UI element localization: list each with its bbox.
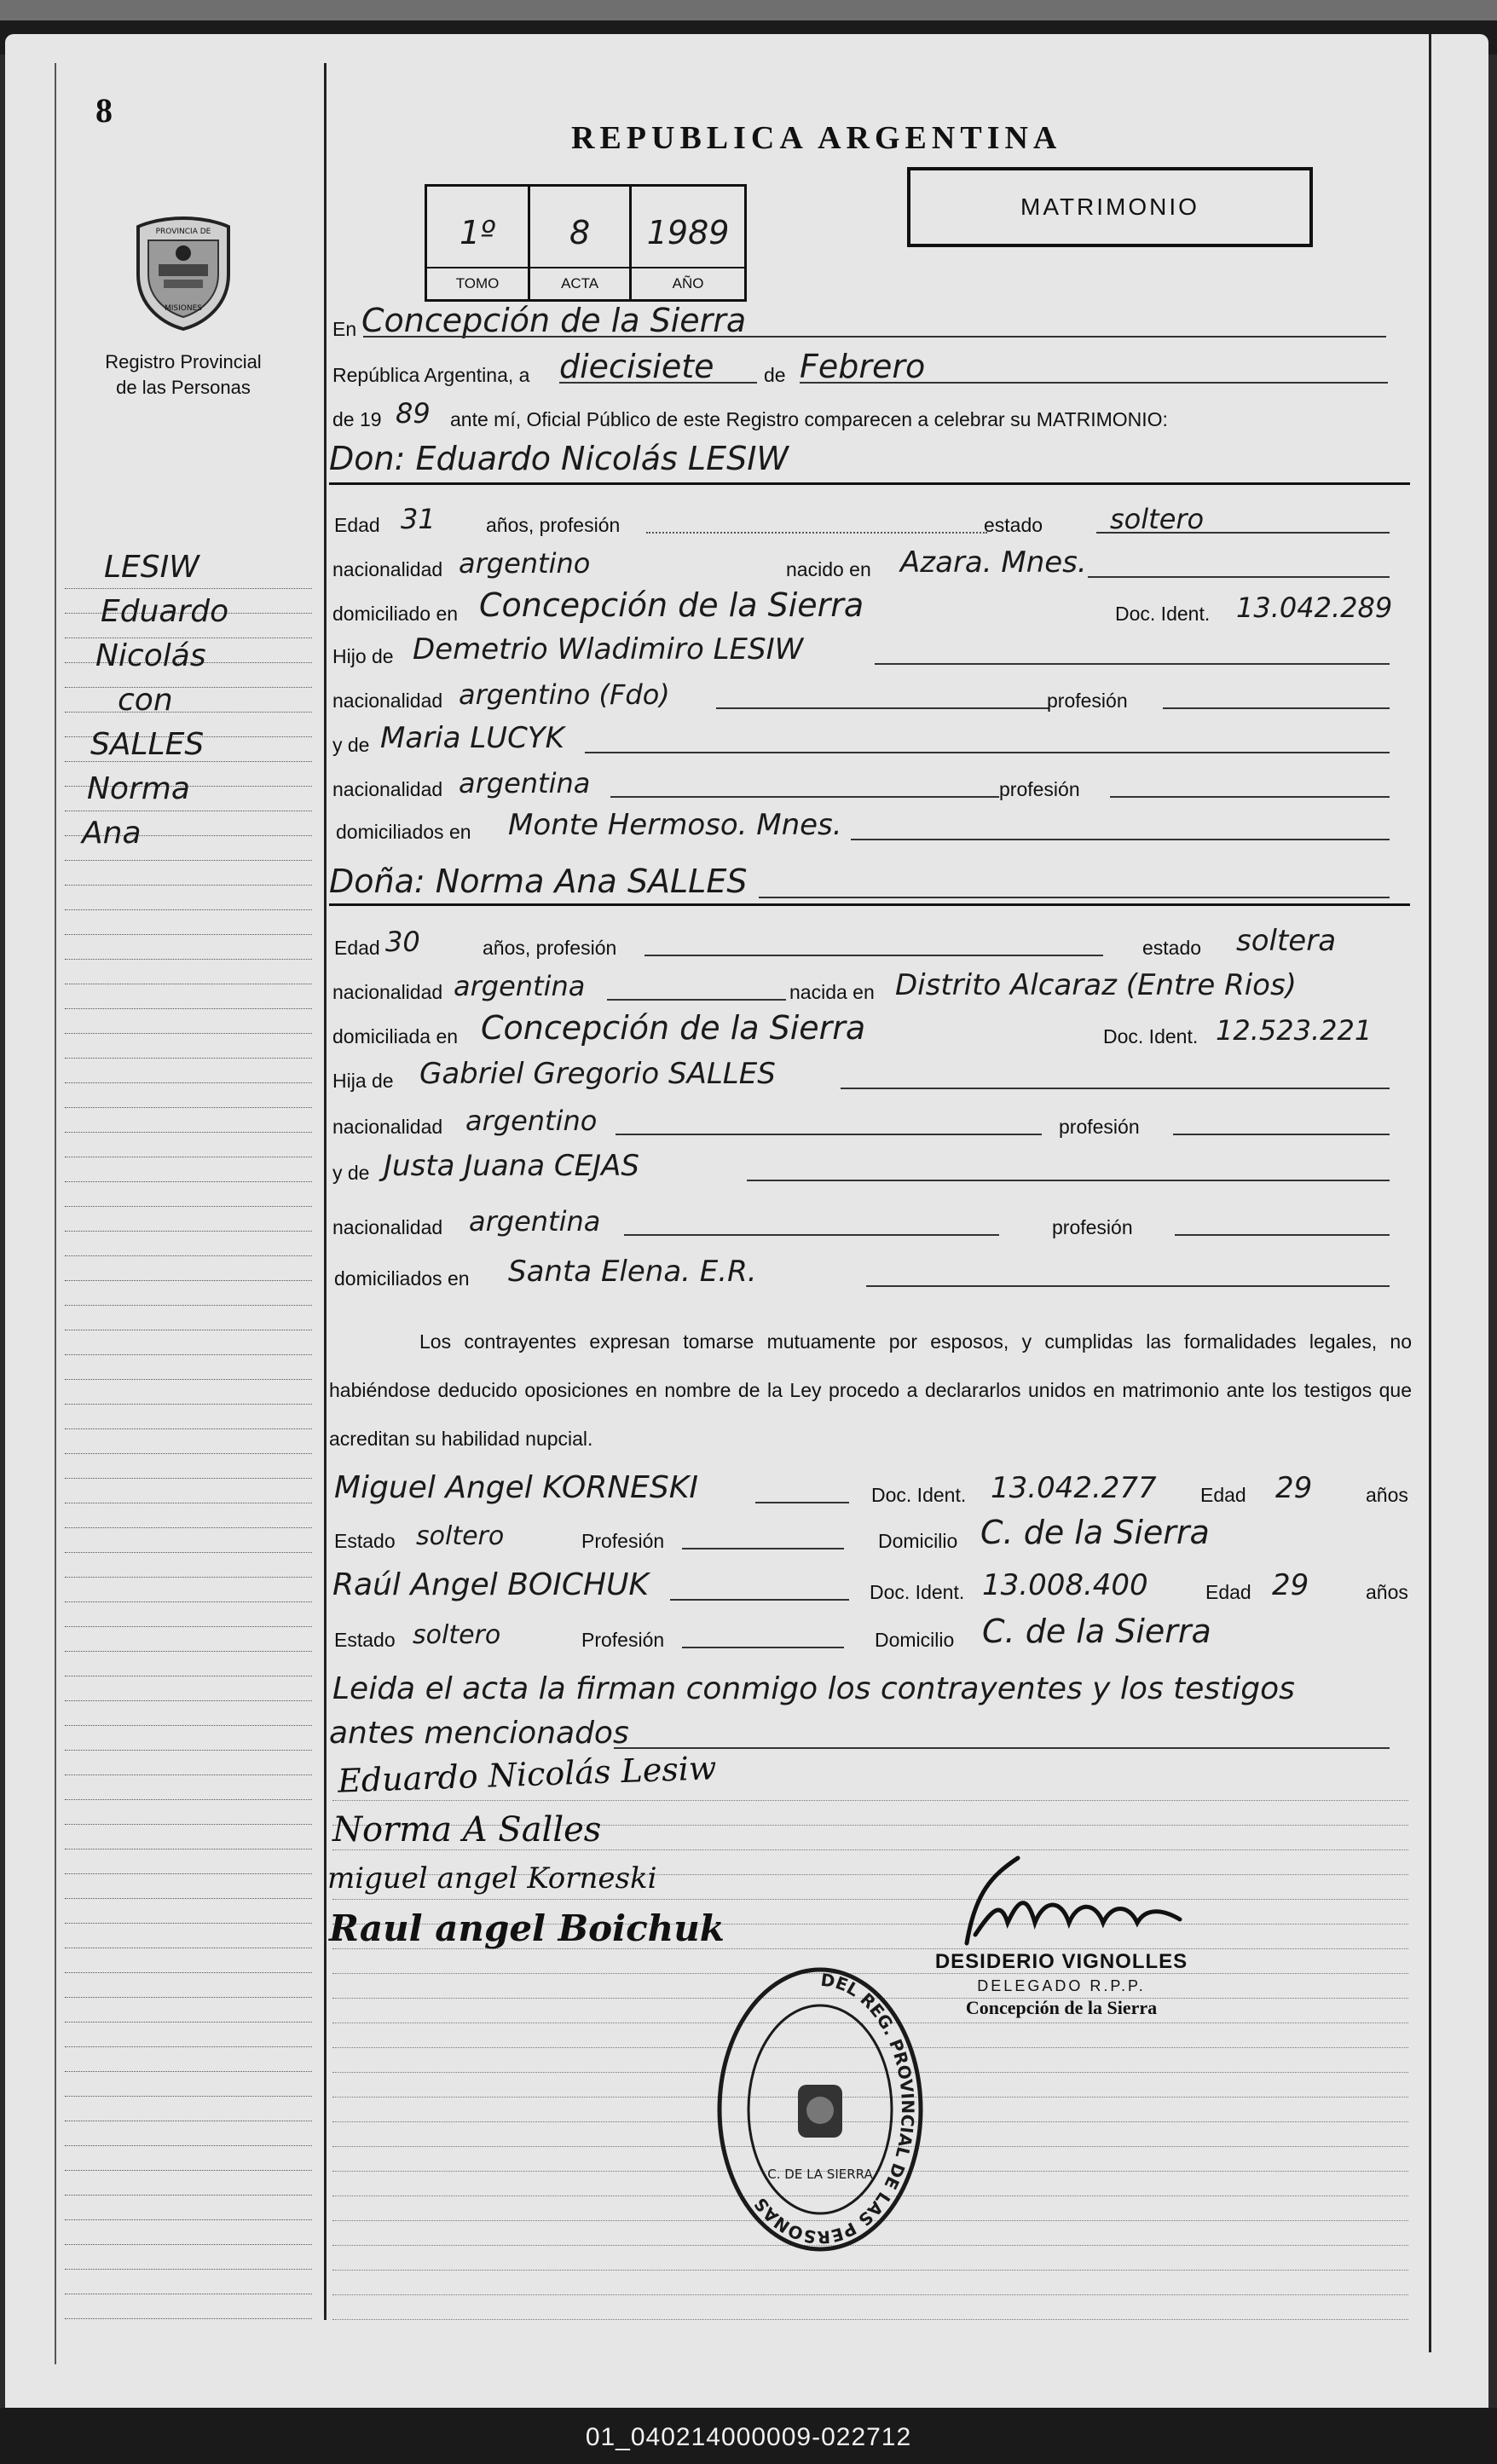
margin-rule <box>65 1799 312 1800</box>
witness-1-name: Miguel Angel KORNESKI <box>334 1470 698 1505</box>
margin-rule <box>65 1552 312 1553</box>
nacionalidad-label: nacionalidad <box>332 1116 443 1138</box>
body-rule <box>332 2270 1408 2271</box>
margin-rule <box>65 1008 312 1009</box>
bride-father-nationality: argentino <box>465 1105 598 1137</box>
margin-divider <box>324 63 327 2320</box>
profesion-label: profesión <box>1047 690 1128 712</box>
scan-top-strip <box>0 0 1497 20</box>
margin-rule <box>65 2269 312 2270</box>
y-de-label: y de <box>332 1162 370 1184</box>
anos-label: años <box>1366 1581 1408 1603</box>
margin-rule <box>65 1873 312 1874</box>
margin-rule <box>65 1651 312 1652</box>
stamp-text: DEL REG. PROVINCIAL DE LAS PERSONAS <box>749 1969 919 2248</box>
witness-1-doc: 13.042.277 <box>991 1471 1157 1505</box>
profesion-label: profesión <box>1059 1116 1140 1138</box>
witness-1-details-line <box>329 1505 1412 1560</box>
bride-parents-domicile-line <box>329 1243 1412 1297</box>
doc-ident-label: Doc. Ident. <box>1103 1025 1199 1047</box>
margin-rule <box>65 1725 312 1726</box>
margin-rule <box>65 1997 312 1998</box>
witness-1-domicile: C. de la Sierra <box>980 1514 1210 1551</box>
underline <box>841 1088 1390 1089</box>
margin-line: SALLES <box>90 727 205 762</box>
groom-nationality: argentino <box>459 547 591 580</box>
en-label: En <box>332 318 357 340</box>
body-rule <box>332 2319 1408 2320</box>
official-signature-icon <box>941 1841 1197 1960</box>
margin-rule <box>65 860 312 861</box>
edad-label: Edad <box>334 937 380 959</box>
margin-rule <box>65 1923 312 1924</box>
margin-rule <box>65 2022 312 2023</box>
registry-line-2: de las Personas <box>116 377 251 398</box>
margin-rule <box>65 2170 312 2171</box>
intro-year-line <box>329 384 1412 438</box>
underline <box>670 1599 849 1601</box>
profesion-label: Profesión <box>581 1629 665 1651</box>
margin-rule <box>65 2244 312 2245</box>
edad-label: Edad <box>1205 1581 1251 1603</box>
hija-de-label: Hija de <box>332 1070 394 1092</box>
margin-rule <box>65 1206 312 1207</box>
underline <box>1175 1234 1390 1236</box>
underline <box>851 839 1390 840</box>
margin-rule <box>65 2318 312 2319</box>
nacionalidad-label: nacionalidad <box>332 690 443 712</box>
year-cell <box>632 187 744 299</box>
hijo-de-label: Hijo de <box>332 645 394 667</box>
month-value: Febrero <box>800 348 926 385</box>
body-rule <box>332 2294 1408 2295</box>
underline <box>624 1234 999 1236</box>
page-number: 8 <box>95 91 113 130</box>
groom-mother: Maria LUCYK <box>380 721 564 755</box>
year-short-value: 89 <box>396 397 431 430</box>
record-type-box: MATRIMONIO <box>907 167 1313 247</box>
bride-status: soltera <box>1236 924 1337 958</box>
margin-rule <box>65 1774 312 1775</box>
estado-label: estado <box>1142 937 1202 959</box>
left-border <box>55 63 56 2364</box>
republica-label: República Argentina, a <box>332 364 530 386</box>
svg-text:PROVINCIA DE: PROVINCIA DE <box>155 228 211 236</box>
bride-parents-domicile: Santa Elena. E.R. <box>508 1255 757 1289</box>
margin-rule <box>65 2046 312 2047</box>
doc-ident-label: Doc. Ident. <box>1115 603 1211 625</box>
body-rule <box>332 1849 1408 1850</box>
margin-rule <box>65 909 312 910</box>
acta-value: 8 <box>569 214 591 251</box>
bride-mother-nationality-line <box>329 1192 1412 1246</box>
bride-doc-id: 12.523.221 <box>1216 1014 1373 1047</box>
domiciliada-label: domiciliada en <box>332 1025 459 1047</box>
witness-2-name: Raúl Angel BOICHUK <box>332 1567 650 1602</box>
signature-witness-1: miguel angel Korneski <box>327 1861 657 1896</box>
anos-profesion-label: años, profesión <box>486 514 621 536</box>
scan-id: 01_040214000009-022712 <box>585 2423 912 2451</box>
tomo-label: TOMO <box>427 267 528 299</box>
margin-rule <box>65 1898 312 1899</box>
official-name: DESIDERIO VIGNOLLES <box>934 1950 1188 1973</box>
nacionalidad-label: nacionalidad <box>332 558 443 580</box>
margin-rule <box>65 1107 312 1108</box>
underline <box>616 1134 1042 1135</box>
statement-text: ante mí, Oficial Público de este Registro comparecen a celebrar su MATRIMONIO: <box>450 408 1168 430</box>
doc-ident-label: Doc. Ident. <box>870 1581 965 1603</box>
margin-rule <box>65 2219 312 2220</box>
edad-label: Edad <box>334 514 380 536</box>
acta-cell <box>530 187 632 299</box>
groom-domicile: Concepción de la Sierra <box>479 586 864 624</box>
witness-1-age: 29 <box>1275 1471 1313 1505</box>
registry-stamp-icon <box>716 1965 924 2253</box>
underline <box>759 897 1390 898</box>
right-border <box>1429 34 1431 2352</box>
bride-name: Doña: Norma Ana SALLES <box>329 863 748 900</box>
underline <box>747 1180 1390 1181</box>
witness-2-age: 29 <box>1272 1568 1309 1602</box>
acta-box <box>425 184 747 302</box>
groom-father-nationality: argentino (Fdo) <box>459 678 670 711</box>
stamp-inner-text: C. DE LA SIERRA <box>767 2167 873 2182</box>
provincial-seal-icon <box>130 215 237 332</box>
signature-groom: Eduardo Nicolás Lesiw <box>337 1749 718 1800</box>
nacida-en-label: nacida en <box>789 981 875 1003</box>
witness-2-status: soltero <box>413 1620 501 1650</box>
estado-label: Estado <box>334 1629 396 1651</box>
year-label: AÑO <box>632 267 744 299</box>
groom-parents-domicile: Monte Hermoso. Mnes. <box>508 808 842 842</box>
witness-2-doc: 13.008.400 <box>982 1568 1148 1602</box>
margin-rule <box>65 1972 312 1973</box>
tomo-cell <box>427 187 530 299</box>
profesion-label: profesión <box>1052 1216 1133 1238</box>
estado-label: estado <box>984 514 1043 536</box>
nacionalidad-label: nacionalidad <box>332 778 443 800</box>
nacionalidad-label: nacionalidad <box>332 1216 443 1238</box>
margin-rule <box>65 2071 312 2072</box>
body-rule <box>332 1800 1408 1801</box>
margin-rule <box>65 2195 312 2196</box>
margin-rule <box>65 885 312 886</box>
margin-rule <box>65 1527 312 1528</box>
doc-ident-label: Doc. Ident. <box>871 1484 967 1506</box>
signature-bride: Norma A Salles <box>332 1810 602 1849</box>
registry-label <box>77 349 290 401</box>
margin-rule <box>65 1404 312 1405</box>
margin-rule <box>65 959 312 960</box>
year-value: 1989 <box>646 214 730 251</box>
margin-rule <box>65 1700 312 1701</box>
estado-label: Estado <box>334 1530 396 1552</box>
nacido-en-label: nacido en <box>786 558 871 580</box>
underline <box>614 1747 1390 1749</box>
anos-profesion-label: años, profesión <box>483 937 617 959</box>
underline <box>755 1502 849 1503</box>
margin-annotation <box>82 545 295 856</box>
groom-parents-domicile-line <box>329 796 1412 851</box>
de-label: de <box>764 364 786 386</box>
groom-age: 31 <box>401 503 436 535</box>
bride-name-line <box>329 854 1412 909</box>
declaration-text: Los contrayentes expresan tomarse mutuamente por esposos, y cumplidas las formalidades legales, no habiéndose deducido oposiciones en nombre de la Ley procedo a declararlos unidos en matrimonio ante los testigos que acreditan su habilidad nupcial. <box>329 1330 1412 1450</box>
section-separator <box>329 903 1410 906</box>
official-block <box>921 1950 1202 2019</box>
bride-mother-line <box>329 1137 1412 1192</box>
margin-rule <box>65 1033 312 1034</box>
bride-nationality: argentina <box>454 970 586 1002</box>
domicilio-label: Domicilio <box>875 1629 955 1651</box>
groom-mother-nationality: argentina <box>459 767 591 799</box>
closing-note-2: antes mencionados <box>329 1716 629 1751</box>
bride-father: Gabriel Gregorio SALLES <box>419 1057 776 1091</box>
y-de-label: y de <box>332 734 370 756</box>
groom-father: Demetrio Wladimiro LESIW <box>413 632 804 666</box>
margin-line: Eduardo <box>101 594 229 629</box>
margin-rule <box>65 1058 312 1059</box>
edad-label: Edad <box>1200 1484 1246 1506</box>
margin-line: con <box>118 683 173 718</box>
margin-rule <box>65 2145 312 2146</box>
anos-label: años <box>1366 1484 1408 1506</box>
margin-rule <box>65 1082 312 1083</box>
margin-line: LESIW <box>104 550 199 585</box>
official-title: DELEGADO R.P.P. <box>977 1977 1146 1994</box>
profesion-label: profesión <box>999 778 1080 800</box>
svg-text:MISIONES: MISIONES <box>164 304 203 313</box>
domiciliados-label: domiciliados en <box>336 821 471 843</box>
groom-name: Don: Eduardo Nicolás LESIW <box>329 440 789 477</box>
margin-rule <box>65 1824 312 1825</box>
margin-rule <box>65 1305 312 1306</box>
bride-mother-nationality: argentina <box>469 1205 601 1238</box>
domiciliados-label: domiciliados en <box>334 1267 470 1290</box>
de19-label: de 19 <box>332 408 382 430</box>
acta-label: ACTA <box>530 267 629 299</box>
domiciliado-label: domiciliado en <box>332 603 459 625</box>
margin-line: Nicolás <box>95 638 206 673</box>
margin-rule <box>65 1577 312 1578</box>
underline <box>363 336 1386 338</box>
official-location: Concepción de la Sierra <box>965 1997 1158 2018</box>
bride-birthplace: Distrito Alcaraz (Entre Rios) <box>895 968 1297 1002</box>
margin-rule <box>65 1626 312 1627</box>
profesion-label: Profesión <box>581 1530 665 1552</box>
margin-line: Ana <box>82 816 142 851</box>
margin-rule <box>65 1181 312 1182</box>
document-title: REPUBLICA ARGENTINA <box>571 120 1062 156</box>
margin-rule <box>65 1478 312 1479</box>
margin-rule <box>65 1601 312 1602</box>
margin-rule <box>65 934 312 935</box>
signature-witness-2: Raul angel Boichuk <box>329 1907 725 1949</box>
underline <box>682 1647 844 1648</box>
underline <box>1173 1134 1390 1135</box>
groom-birthplace: Azara. Mnes. <box>900 545 1087 580</box>
underline <box>866 1285 1390 1287</box>
margin-rule <box>65 1453 312 1454</box>
groom-status: soltero <box>1110 503 1205 535</box>
section-separator <box>329 482 1410 485</box>
witness-1-status: soltero <box>416 1521 505 1551</box>
margin-rule <box>65 1379 312 1380</box>
margin-rule <box>65 1354 312 1355</box>
bride-domicile: Concepción de la Sierra <box>481 1009 866 1047</box>
registry-line-1: Registro Provincial <box>105 351 262 372</box>
margin-rule <box>65 1428 312 1429</box>
margin-rule <box>65 1255 312 1256</box>
bride-mother: Justa Juana CEJAS <box>384 1149 639 1183</box>
margin-rule <box>65 1280 312 1281</box>
margin-rule <box>65 2096 312 2097</box>
nacionalidad-label: nacionalidad <box>332 981 443 1003</box>
bride-age: 30 <box>385 926 420 958</box>
margin-rule <box>65 1132 312 1133</box>
witness-2-details-line <box>329 1604 1412 1659</box>
tomo-value: 1º <box>459 214 496 251</box>
domicilio-label: Domicilio <box>878 1530 958 1552</box>
groom-name-line <box>329 431 1412 486</box>
closing-line-2 <box>329 1705 1412 1759</box>
day-value: diecisiete <box>559 348 714 385</box>
underline <box>682 1548 844 1549</box>
margin-rule <box>65 1231 312 1232</box>
witness-2-line <box>329 1556 1412 1611</box>
witness-2-domicile: C. de la Sierra <box>982 1613 1211 1650</box>
place-value: Concepción de la Sierra <box>361 302 747 339</box>
closing-note-1: Leida el acta la firman conmigo los contrayentes y los testigos <box>332 1671 1295 1706</box>
margin-rule <box>65 1750 312 1751</box>
body-rule <box>332 1899 1408 1900</box>
margin-line: Norma <box>87 771 190 806</box>
groom-doc-id: 13.042.289 <box>1236 591 1393 624</box>
